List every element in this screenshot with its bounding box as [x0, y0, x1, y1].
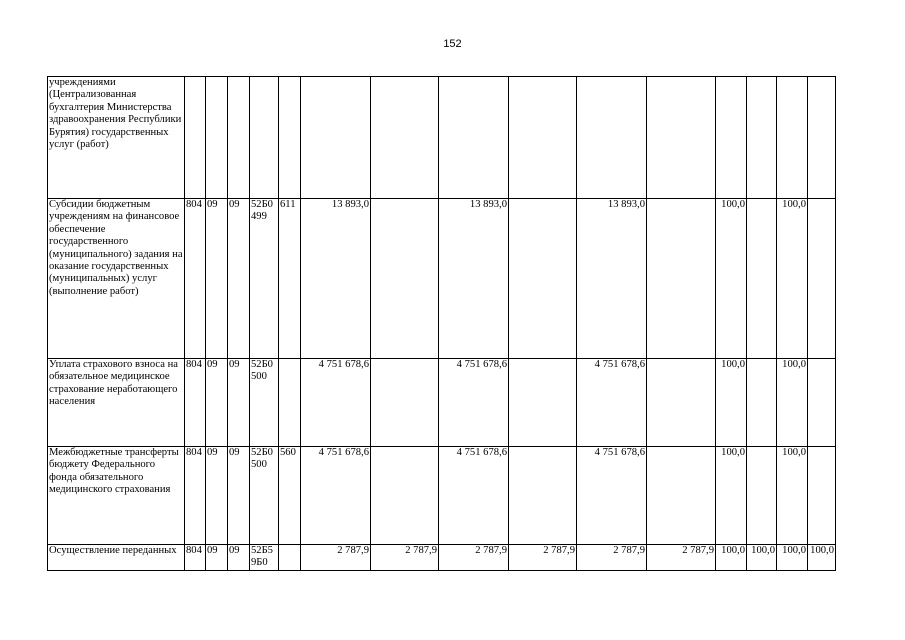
pr-cell: 09 — [228, 199, 250, 359]
ved-cell: 804 — [185, 545, 206, 571]
percent-cell — [747, 199, 777, 359]
percent-cell: 100,0 — [716, 199, 747, 359]
amount-cell — [577, 77, 647, 199]
percent-cell — [747, 77, 777, 199]
rz-cell: 09 — [206, 447, 228, 545]
amount-cell: 2 787,9 — [371, 545, 439, 571]
amount-cell — [647, 199, 716, 359]
percent-cell — [747, 447, 777, 545]
amount-cell — [647, 447, 716, 545]
amount-cell — [371, 77, 439, 199]
csr-cell — [250, 77, 279, 199]
percent-cell: 100,0 — [747, 545, 777, 571]
amount-cell — [301, 77, 371, 199]
csr-cell: 52Б0 500 — [250, 359, 279, 447]
name-cell: Уплата страхового взноса на обязательное медицинское страхование неработающего населения — [48, 359, 185, 447]
percent-cell: 100,0 — [716, 545, 747, 571]
rz-cell: 09 — [206, 545, 228, 571]
name-cell: Субсидии бюджетным учреждениям на финансовое обеспечение государственного (муниципального) задания на оказание государственных (муниципальных) услуг (выполнение работ) — [48, 199, 185, 359]
percent-cell — [716, 77, 747, 199]
amount-cell — [439, 77, 509, 199]
ved-cell — [185, 77, 206, 199]
csr-cell: 52Б0 500 — [250, 447, 279, 545]
amount-cell — [371, 199, 439, 359]
percent-cell — [808, 199, 836, 359]
amount-cell: 4 751 678,6 — [439, 359, 509, 447]
amount-cell — [647, 359, 716, 447]
amount-cell: 13 893,0 — [439, 199, 509, 359]
amount-cell — [509, 199, 577, 359]
amount-cell — [509, 447, 577, 545]
percent-cell: 100,0 — [808, 545, 836, 571]
amount-cell: 4 751 678,6 — [301, 447, 371, 545]
table-row — [48, 199, 836, 359]
percent-cell — [808, 77, 836, 199]
amount-cell: 2 787,9 — [301, 545, 371, 571]
percent-cell — [808, 359, 836, 447]
vr-cell: 611 — [279, 199, 301, 359]
pr-cell: 09 — [228, 545, 250, 571]
rz-cell — [206, 77, 228, 199]
vr-cell: 560 — [279, 447, 301, 545]
percent-cell — [808, 447, 836, 545]
table-row — [48, 77, 836, 199]
percent-cell: 100,0 — [777, 359, 808, 447]
pr-cell — [228, 77, 250, 199]
name-cell: Осуществление переданных — [48, 545, 185, 571]
ved-cell: 804 — [185, 199, 206, 359]
vr-cell — [279, 77, 301, 199]
page-number: 152 — [443, 38, 462, 50]
ved-cell: 804 — [185, 359, 206, 447]
amount-cell: 2 787,9 — [509, 545, 577, 571]
percent-cell: 100,0 — [777, 545, 808, 571]
table-row — [48, 545, 836, 571]
amount-cell — [647, 77, 716, 199]
amount-cell: 2 787,9 — [647, 545, 716, 571]
percent-cell: 100,0 — [777, 447, 808, 545]
amount-cell: 4 751 678,6 — [439, 447, 509, 545]
amount-cell — [509, 77, 577, 199]
percent-cell: 100,0 — [716, 447, 747, 545]
vr-cell — [279, 359, 301, 447]
percent-cell: 100,0 — [716, 359, 747, 447]
amount-cell: 2 787,9 — [577, 545, 647, 571]
ved-cell: 804 — [185, 447, 206, 545]
rz-cell: 09 — [206, 359, 228, 447]
name-cell: Межбюджетные трансферты бюджету Федерального фонда обязательного медицинского страхования — [48, 447, 185, 545]
amount-cell: 13 893,0 — [301, 199, 371, 359]
table-row — [48, 447, 836, 545]
pr-cell: 09 — [228, 359, 250, 447]
table-row — [48, 359, 836, 447]
amount-cell: 4 751 678,6 — [577, 359, 647, 447]
amount-cell — [509, 359, 577, 447]
amount-cell — [371, 359, 439, 447]
vr-cell — [279, 545, 301, 571]
rz-cell: 09 — [206, 199, 228, 359]
budget-table — [47, 76, 836, 571]
amount-cell: 13 893,0 — [577, 199, 647, 359]
csr-cell: 52Б5 9Б0 — [250, 545, 279, 571]
percent-cell — [747, 359, 777, 447]
amount-cell: 4 751 678,6 — [577, 447, 647, 545]
amount-cell: 2 787,9 — [439, 545, 509, 571]
pr-cell: 09 — [228, 447, 250, 545]
amount-cell: 4 751 678,6 — [301, 359, 371, 447]
percent-cell — [777, 77, 808, 199]
csr-cell: 52Б0 499 — [250, 199, 279, 359]
percent-cell: 100,0 — [777, 199, 808, 359]
name-cell: учреждениями (Централизованная бухгалтерия Министерства здравоохранения Республики Бурятия) государственных услуг (работ) — [48, 77, 185, 199]
amount-cell — [371, 447, 439, 545]
